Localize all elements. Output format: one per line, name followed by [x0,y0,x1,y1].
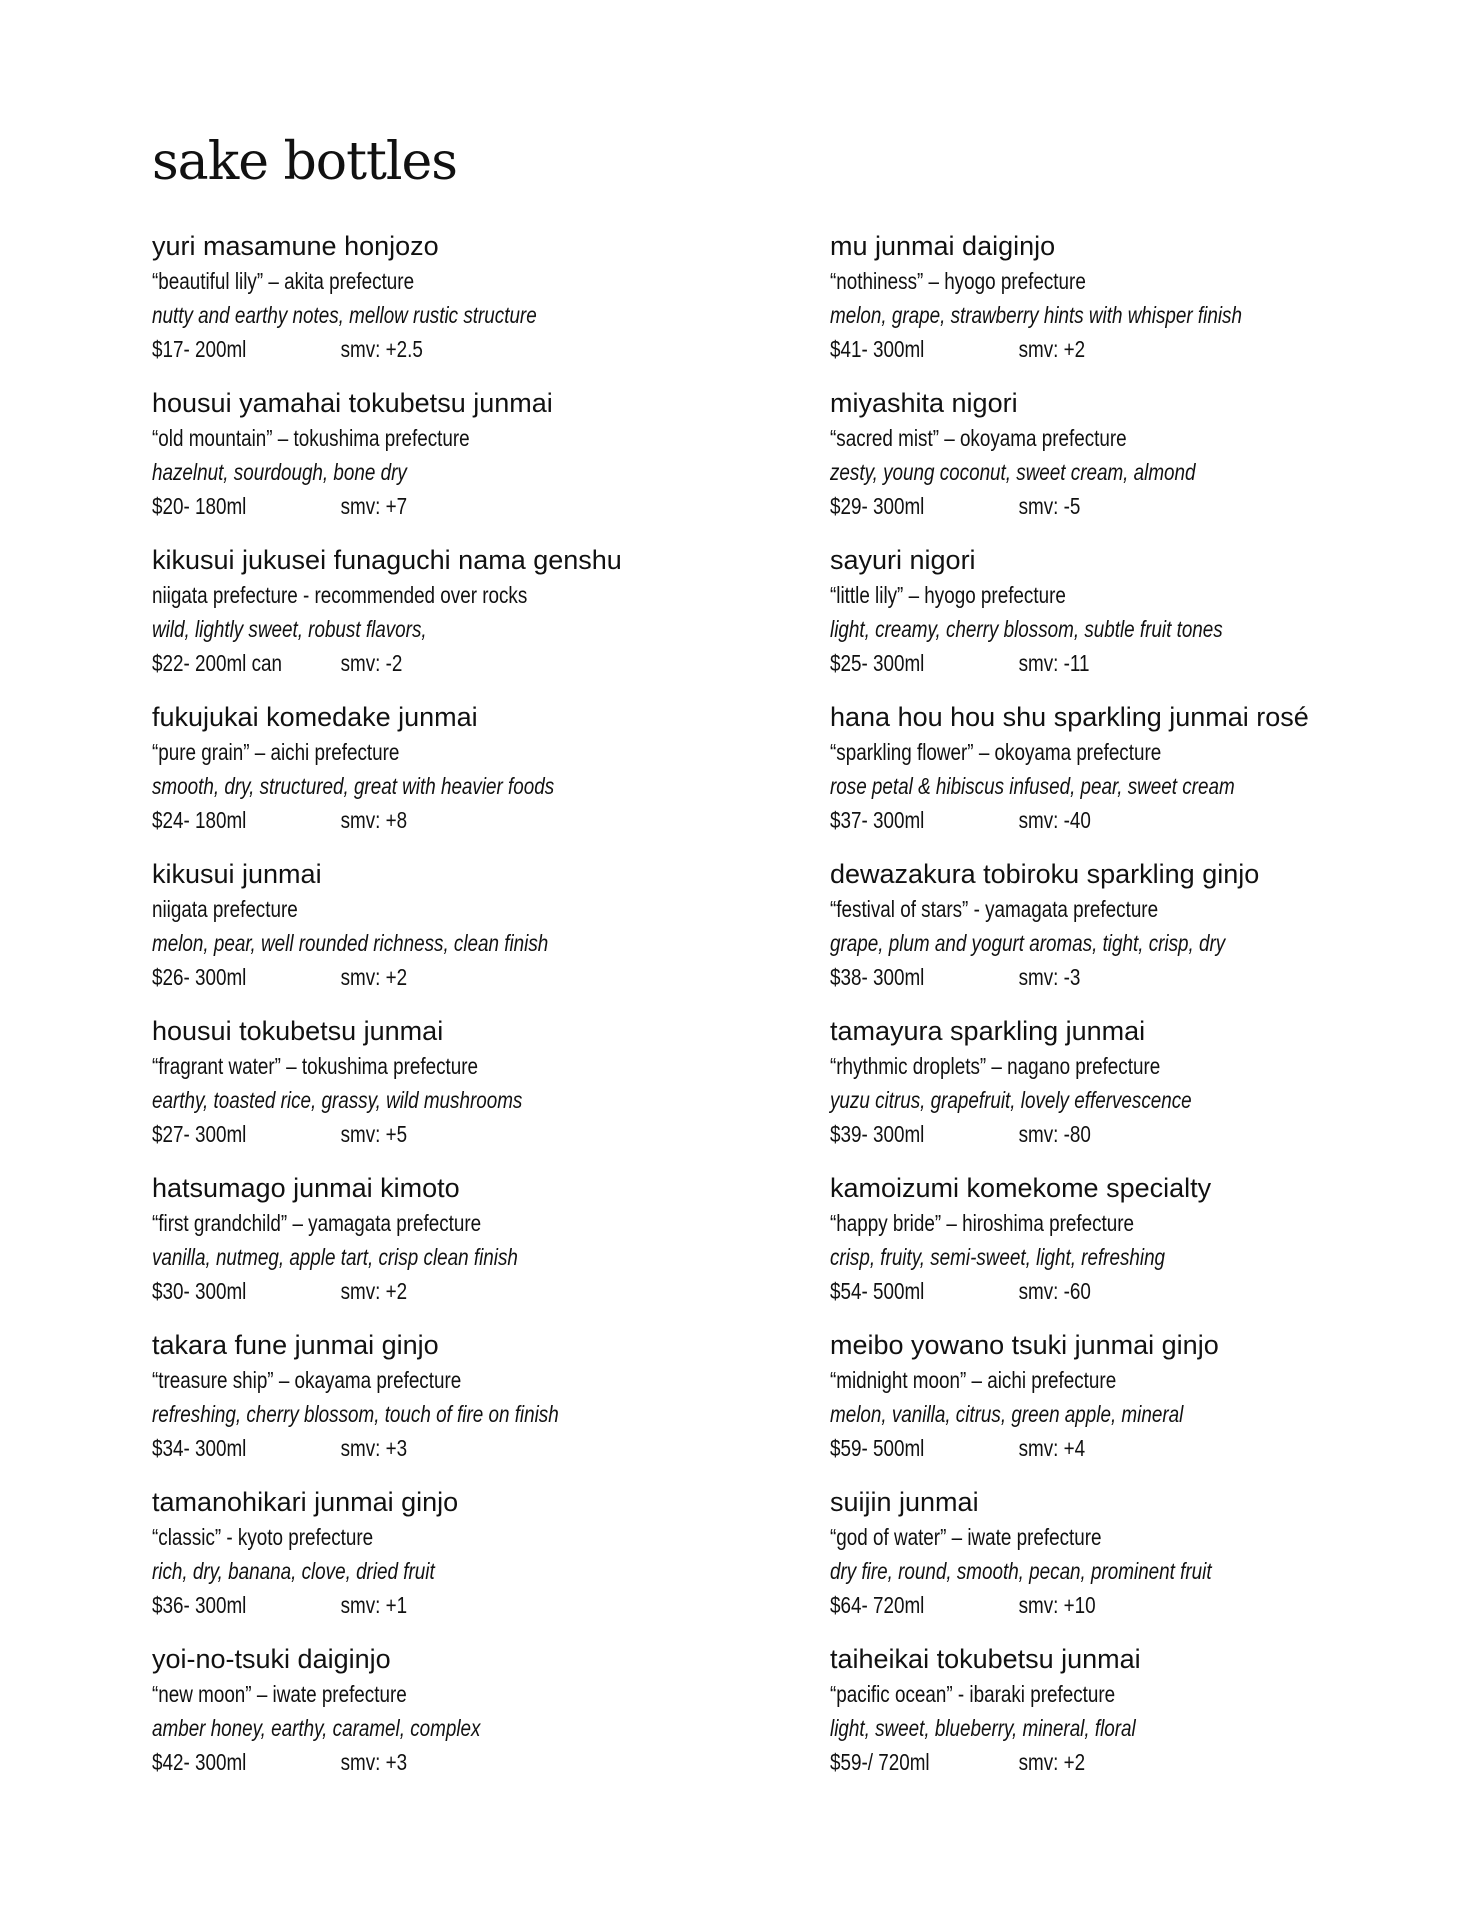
item-smv: smv: +2 [340,1278,408,1304]
item-name: taiheikai tokubetsu junmai [830,1644,1141,1674]
item-meta [830,1117,1371,1151]
item-smv: smv: +2.5 [340,336,423,362]
item-meta [152,1588,693,1622]
item-name: meibo yowano tsuki junmai ginjo [830,1330,1219,1360]
item-meta [152,1274,693,1308]
item-origin: niigata prefecture [152,896,298,922]
menu-item [830,1013,1484,1170]
item-price: $17- 200ml [152,336,247,362]
item-smv: smv: -60 [1018,1278,1091,1304]
item-name: tamanohikari junmai ginjo [152,1487,459,1517]
menu-item [830,856,1484,1013]
item-price: $59-/ 720ml [830,1749,930,1775]
item-origin: niigata prefecture - recommended over rocks [152,582,528,608]
item-name: kikusui junmai [152,859,322,889]
item-price: $26- 300ml [152,964,247,990]
item-tasting-notes: hazelnut, sourdough, bone dry [152,459,407,485]
item-smv: smv: +2 [1018,1749,1086,1775]
item-origin: “treasure ship” – okayama prefecture [152,1367,462,1393]
item-meta [830,646,1371,680]
item-tasting-notes: melon, pear, well rounded richness, clean finish [152,930,549,956]
menu-item [830,542,1484,699]
menu-column-left [152,228,812,1798]
item-price: $36- 300ml [152,1592,247,1618]
item-price: $34- 300ml [152,1435,247,1461]
item-meta [152,1117,693,1151]
item-tasting-notes: earthy, toasted rice, grassy, wild mushrooms [152,1087,523,1113]
item-name: kikusui jukusei funaguchi nama genshu [152,545,622,575]
item-name: sayuri nigori [830,545,976,575]
item-tasting-notes: grape, plum and yogurt aromas, tight, crisp, dry [830,930,1226,956]
item-smv: smv: +2 [1018,336,1086,362]
item-name: housui tokubetsu junmai [152,1016,444,1046]
menu-item [830,385,1484,542]
item-tasting-notes: vanilla, nutmeg, apple tart, crisp clean finish [152,1244,518,1270]
item-tasting-notes: melon, grape, strawberry hints with whisper finish [830,302,1242,328]
item-smv: smv: +3 [340,1435,408,1461]
item-origin: “classic” - kyoto prefecture [152,1524,374,1550]
item-price: $39- 300ml [830,1121,925,1147]
item-tasting-notes: zesty, young coconut, sweet cream, almond [830,459,1196,485]
item-meta [152,646,693,680]
item-smv: smv: -80 [1018,1121,1091,1147]
item-smv: smv: +1 [340,1592,408,1618]
item-price: $37- 300ml [830,807,925,833]
item-origin: “festival of stars” - yamagata prefecture [830,896,1159,922]
item-price: $54- 500ml [830,1278,925,1304]
menu-item [152,1641,812,1798]
menu-item [152,1327,812,1484]
menu-item [152,1484,812,1641]
item-meta [830,332,1371,366]
item-smv: smv: +3 [340,1749,408,1775]
item-tasting-notes: wild, lightly sweet, robust flavors, [152,616,427,642]
item-tasting-notes: yuzu citrus, grapefruit, lovely effervescence [830,1087,1192,1113]
item-price: $42- 300ml [152,1749,247,1775]
item-name: hatsumago junmai kimoto [152,1173,460,1203]
item-tasting-notes: melon, vanilla, citrus, green apple, mineral [830,1401,1184,1427]
item-name: yoi-no-tsuki daiginjo [152,1644,391,1674]
item-origin: “god of water” – iwate prefecture [830,1524,1102,1550]
item-origin: “nothiness” – hyogo prefecture [830,268,1086,294]
item-meta [152,332,693,366]
item-origin: “fragrant water” – tokushima prefecture [152,1053,479,1079]
item-name: kamoizumi komekome specialty [830,1173,1212,1203]
item-price: $59- 500ml [830,1435,925,1461]
item-tasting-notes: light, creamy, cherry blossom, subtle fruit tones [830,616,1223,642]
item-price: $41- 300ml [830,336,925,362]
item-origin: “sacred mist” – okoyama prefecture [830,425,1127,451]
item-origin: “pure grain” – aichi prefecture [152,739,400,765]
item-tasting-notes: refreshing, cherry blossom, touch of fire on finish [152,1401,559,1427]
item-smv: smv: +10 [1018,1592,1096,1618]
item-origin: “little lily” – hyogo prefecture [830,582,1066,608]
item-meta [830,803,1371,837]
item-tasting-notes: rich, dry, banana, clove, dried fruit [152,1558,435,1584]
item-name: yuri masamune honjozo [152,231,439,261]
item-name: miyashita nigori [830,388,1018,418]
item-smv: smv: -40 [1018,807,1091,833]
item-price: $64- 720ml [830,1592,925,1618]
menu-item [152,1013,812,1170]
item-smv: smv: +8 [340,807,408,833]
item-meta [152,1431,693,1465]
item-meta [830,1431,1371,1465]
item-meta [152,489,693,523]
page-title: sake bottles [152,132,457,192]
item-meta [830,960,1371,994]
item-name: fukujukai komedake junmai [152,702,478,732]
item-meta [830,1745,1371,1779]
item-origin: “first grandchild” – yamagata prefecture [152,1210,482,1236]
item-smv: smv: +2 [340,964,408,990]
menu-item [830,228,1484,385]
item-price: $29- 300ml [830,493,925,519]
item-meta [152,1745,693,1779]
item-origin: “sparkling flower” – okoyama prefecture [830,739,1162,765]
item-name: takara fune junmai ginjo [152,1330,439,1360]
item-name: housui yamahai tokubetsu junmai [152,388,553,418]
item-name: hana hou hou shu sparkling junmai rosé [830,702,1309,732]
menu-item [152,856,812,1013]
item-price: $27- 300ml [152,1121,247,1147]
item-smv: smv: +7 [340,493,408,519]
menu-item [830,1327,1484,1484]
menu-item [152,699,812,856]
item-tasting-notes: amber honey, earthy, caramel, complex [152,1715,481,1741]
item-meta [830,1274,1371,1308]
item-name: tamayura sparkling junmai [830,1016,1146,1046]
item-smv: smv: +4 [1018,1435,1086,1461]
item-origin: “rhythmic droplets” – nagano prefecture [830,1053,1161,1079]
menu-item [152,385,812,542]
item-name: mu junmai daiginjo [830,231,1056,261]
item-meta [830,1588,1371,1622]
item-meta [830,489,1371,523]
item-tasting-notes: crisp, fruity, semi-sweet, light, refreshing [830,1244,1166,1270]
item-name: dewazakura tobiroku sparkling ginjo [830,859,1260,889]
item-meta [152,803,693,837]
item-price: $30- 300ml [152,1278,247,1304]
item-smv: smv: +5 [340,1121,408,1147]
menu-item [152,1170,812,1327]
item-price: $38- 300ml [830,964,925,990]
item-tasting-notes: nutty and earthy notes, mellow rustic structure [152,302,537,328]
menu-item [152,228,812,385]
item-origin: “new moon” – iwate prefecture [152,1681,407,1707]
item-origin: “beautiful lily” – akita prefecture [152,268,415,294]
item-origin: “pacific ocean” - ibaraki prefecture [830,1681,1116,1707]
item-price: $22- 200ml can [152,650,283,676]
menu-item [830,1484,1484,1641]
menu-item [830,699,1484,856]
item-price: $20- 180ml [152,493,247,519]
item-meta [152,960,693,994]
item-tasting-notes: smooth, dry, structured, great with heavier foods [152,773,555,799]
menu-item [152,542,812,699]
item-tasting-notes: rose petal & hibiscus infused, pear, sweet cream [830,773,1235,799]
item-origin: “happy bride” – hiroshima prefecture [830,1210,1135,1236]
menu-item [830,1641,1484,1798]
item-origin: “old mountain” – tokushima prefecture [152,425,470,451]
item-tasting-notes: dry fire, round, smooth, pecan, prominent fruit [830,1558,1212,1584]
item-tasting-notes: light, sweet, blueberry, mineral, floral [830,1715,1136,1741]
menu-column-right [830,228,1484,1798]
item-smv: smv: -2 [340,650,403,676]
item-smv: smv: -11 [1018,650,1090,676]
item-price: $24- 180ml [152,807,247,833]
item-name: suijin junmai [830,1487,979,1517]
item-smv: smv: -5 [1018,493,1081,519]
item-origin: “midnight moon” – aichi prefecture [830,1367,1117,1393]
menu-item [830,1170,1484,1327]
item-price: $25- 300ml [830,650,925,676]
item-smv: smv: -3 [1018,964,1081,990]
